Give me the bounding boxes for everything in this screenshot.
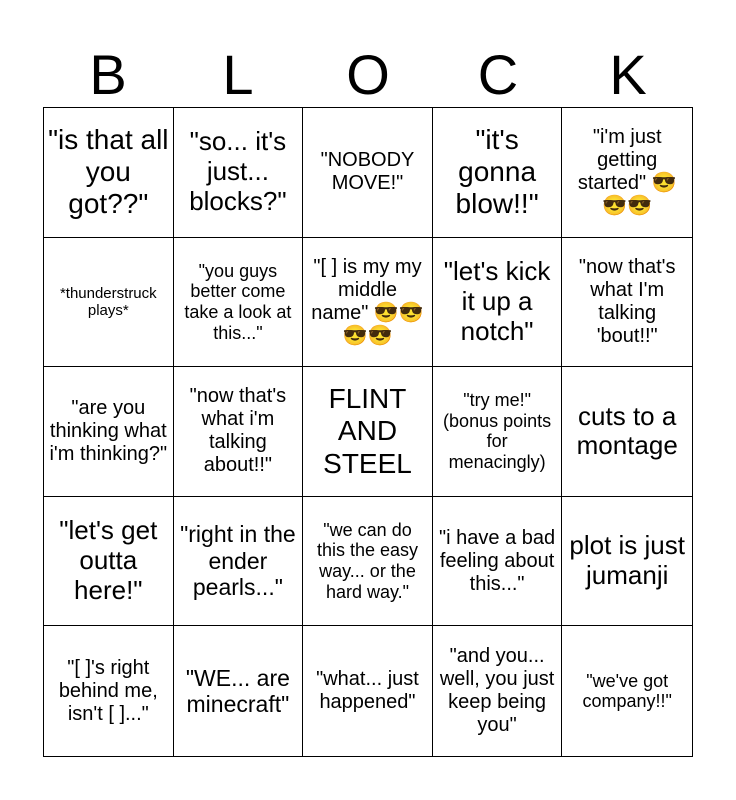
cell-text: "i have a bad feeling about this..." [439,526,556,595]
cell-text: "now that's what i'm talking about!!" [189,385,287,477]
header-letter-c: C [477,42,519,106]
bingo-cell-r2c5[interactable] [562,238,692,368]
bingo-cell-r2c3[interactable] [303,238,433,368]
bingo-cell-r5c2[interactable] [174,626,304,756]
cell-text: FLINT AND STEEL [323,383,412,479]
bingo-header [43,40,693,108]
cell-text: "are you thinking what i'm thinking?" [49,396,168,465]
cell-text: "and you... well, you just keep being you" [439,645,555,737]
cell-text: "NOBODY MOVE!" [320,149,415,195]
bingo-cell-r1c3[interactable] [303,108,433,238]
cell-text: "is that all you got??" [48,124,169,220]
cell-text: "right in the ender pearls..." [180,521,296,601]
cell-text: "[ ]'s right behind me, isn't [ ]..." [58,656,158,725]
bingo-cell-r1c5[interactable] [562,108,692,238]
cell-text: *thunderstruck plays* [59,284,157,319]
bingo-cell-r3c3[interactable] [303,367,433,497]
bingo-cell-r1c2[interactable] [174,108,304,238]
bingo-cell-r4c3[interactable] [303,497,433,627]
header-letter-b: B [89,42,127,106]
cell-text: "what... just happened" [316,668,419,714]
bingo-cell-r5c3[interactable] [303,626,433,756]
cell-text: "so... it's just... blocks?" [189,126,287,217]
bingo-cell-r3c5[interactable] [562,367,692,497]
bingo-cell-r4c1[interactable] [44,497,174,627]
cell-text: "we can do this the easy way... or the hard way." [316,519,419,602]
bingo-cell-r4c5[interactable] [562,497,692,627]
bingo-cell-r1c4[interactable] [433,108,563,238]
bingo-cell-r3c1[interactable] [44,367,174,497]
cell-text: "we've got company!!" [582,670,672,712]
cell-text: "now that's what I'm talking 'bout!!" [578,255,676,347]
bingo-cell-r4c4[interactable] [433,497,563,627]
cell-text: "let's get outta here!" [59,515,158,606]
cell-text: "let's kick it up a notch" [443,256,551,346]
header-letter-k: K [609,42,647,106]
cell-text: "WE... are minecraft" [185,664,290,718]
header-letter-o: O [346,42,390,106]
bingo-cell-r5c5[interactable] [562,626,692,756]
cell-text: "try me!" (bonus points for menacingly) [443,390,552,473]
bingo-cell-r3c4[interactable] [433,367,563,497]
bingo-cell-r1c1[interactable] [44,108,174,238]
bingo-cell-r2c4[interactable] [433,238,563,368]
bingo-cell-r5c4[interactable] [433,626,563,756]
cell-text: "you guys better come take a look at this..." [184,260,292,343]
cell-text: cuts to a montage [576,400,678,461]
bingo-cell-r2c1[interactable] [44,238,174,368]
bingo-cell-r3c2[interactable] [174,367,304,497]
bingo-cell-r5c1[interactable] [44,626,174,756]
bingo-board [43,107,693,757]
header-letter-l: L [222,42,254,106]
bingo-cell-r2c2[interactable] [174,238,304,368]
cell-text: "i'm just getting started" 😎😎😎 [577,126,677,218]
cell-text: "it's gonna blow!!" [455,124,539,220]
cell-text: "[ ] is my my middle name" 😎😎😎😎 [311,255,424,347]
cell-text: plot is just jumanji [569,530,685,591]
bingo-cell-r4c2[interactable] [174,497,304,627]
